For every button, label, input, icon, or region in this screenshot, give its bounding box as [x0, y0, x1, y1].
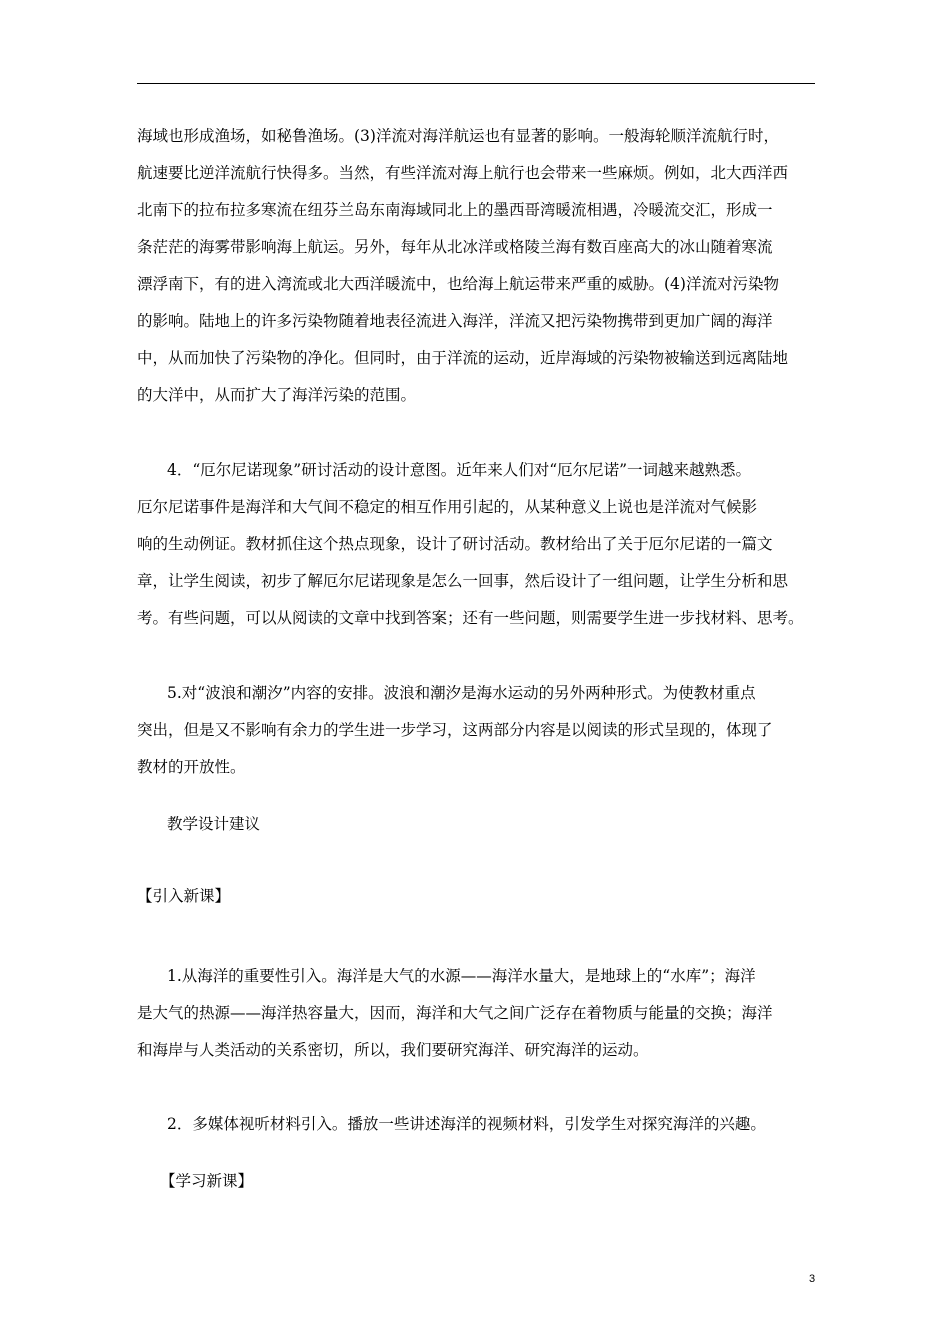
paragraph-multimedia-intro: 2．多媒体视听材料引入。播放一些讲述海洋的视频材料，引发学生对探究海洋的兴趣。 — [167, 1115, 766, 1133]
section-heading-introduce-lesson: 【引入新课】 — [137, 887, 231, 905]
text-line: 漂浮南下，有的进入湾流或北大西洋暖流中，也给海上航运带来严重的威胁。(4)洋流对污染物 — [137, 275, 779, 293]
text-line: 条茫茫的海雾带影响海上航运。另外，每年从北冰洋或格陵兰海有数百座高大的冰山随着寒流 — [137, 238, 773, 256]
text-line: 5.对“波浪和潮汐”内容的安排。波浪和潮汐是海水运动的另外两种形式。为使教材重点 — [167, 684, 756, 702]
text-line: 航速要比逆洋流航行快得多。当然，有些洋流对海上航行也会带来一些麻烦。例如，北大西洋西 — [137, 164, 789, 182]
text-line: 4．“厄尔尼诺现象”研讨活动的设计意图。近年来人们对“厄尔尼诺”一词越来越熟悉。 — [167, 461, 752, 479]
text-line: 教材的开放性。 — [137, 758, 246, 776]
text-line: 厄尔尼诺事件是海洋和大气间不稳定的相互作用引起的，从某种意义上说也是洋流对气候影 — [137, 498, 758, 516]
text-line: 中，从而加快了污染物的净化。但同时，由于洋流的运动，近岸海域的污染物被输送到远离陆地 — [137, 349, 789, 367]
section-heading-learn-lesson: 【学习新课】 — [160, 1172, 254, 1190]
text-line: 是大气的热源——海洋热容量大，因而，海洋和大气之间广泛存在着物质与能量的交换；海洋 — [137, 1004, 773, 1022]
text-line: 1.从海洋的重要性引入。海洋是大气的水源——海洋水量大，是地球上的“水库”；海洋 — [167, 967, 756, 985]
text-line: 海域也形成渔场，如秘鲁渔场。(3)洋流对海洋航运也有显著的影响。一般海轮顺洋流航行时， — [137, 127, 779, 145]
text-line: 突出，但是又不影响有余力的学生进一步学习，这两部分内容是以阅读的形式呈现的，体现了 — [137, 721, 773, 739]
text-line: 考。有些问题，可以从阅读的文章中找到答案；还有一些问题，则需要学生进一步找材料、思考。 — [137, 609, 804, 627]
text-line: 和海岸与人类活动的关系密切，所以，我们要研究海洋、研究海洋的运动。 — [137, 1041, 649, 1059]
section-heading-teaching-design: 教学设计建议 — [167, 815, 261, 833]
header-rule — [137, 83, 815, 84]
text-line: 北南下的拉布拉多寒流在纽芬兰岛东南海域同北上的墨西哥湾暖流相遇，冷暖流交汇，形成一 — [137, 201, 773, 219]
page-number: 3 — [809, 1273, 816, 1285]
text-line: 的大洋中，从而扩大了海洋污染的范围。 — [137, 386, 417, 404]
text-line: 章，让学生阅读，初步了解厄尔尼诺现象是怎么一回事，然后设计了一组问题，让学生分析和思 — [137, 572, 789, 590]
text-line: 响的生动例证。教材抓住这个热点现象，设计了研讨活动。教材给出了关于厄尔尼诺的一篇文 — [137, 535, 773, 553]
text-line: 的影响。陆地上的许多污染物随着地表径流进入海洋，洋流又把污染物携带到更加广阔的海洋 — [137, 312, 773, 330]
